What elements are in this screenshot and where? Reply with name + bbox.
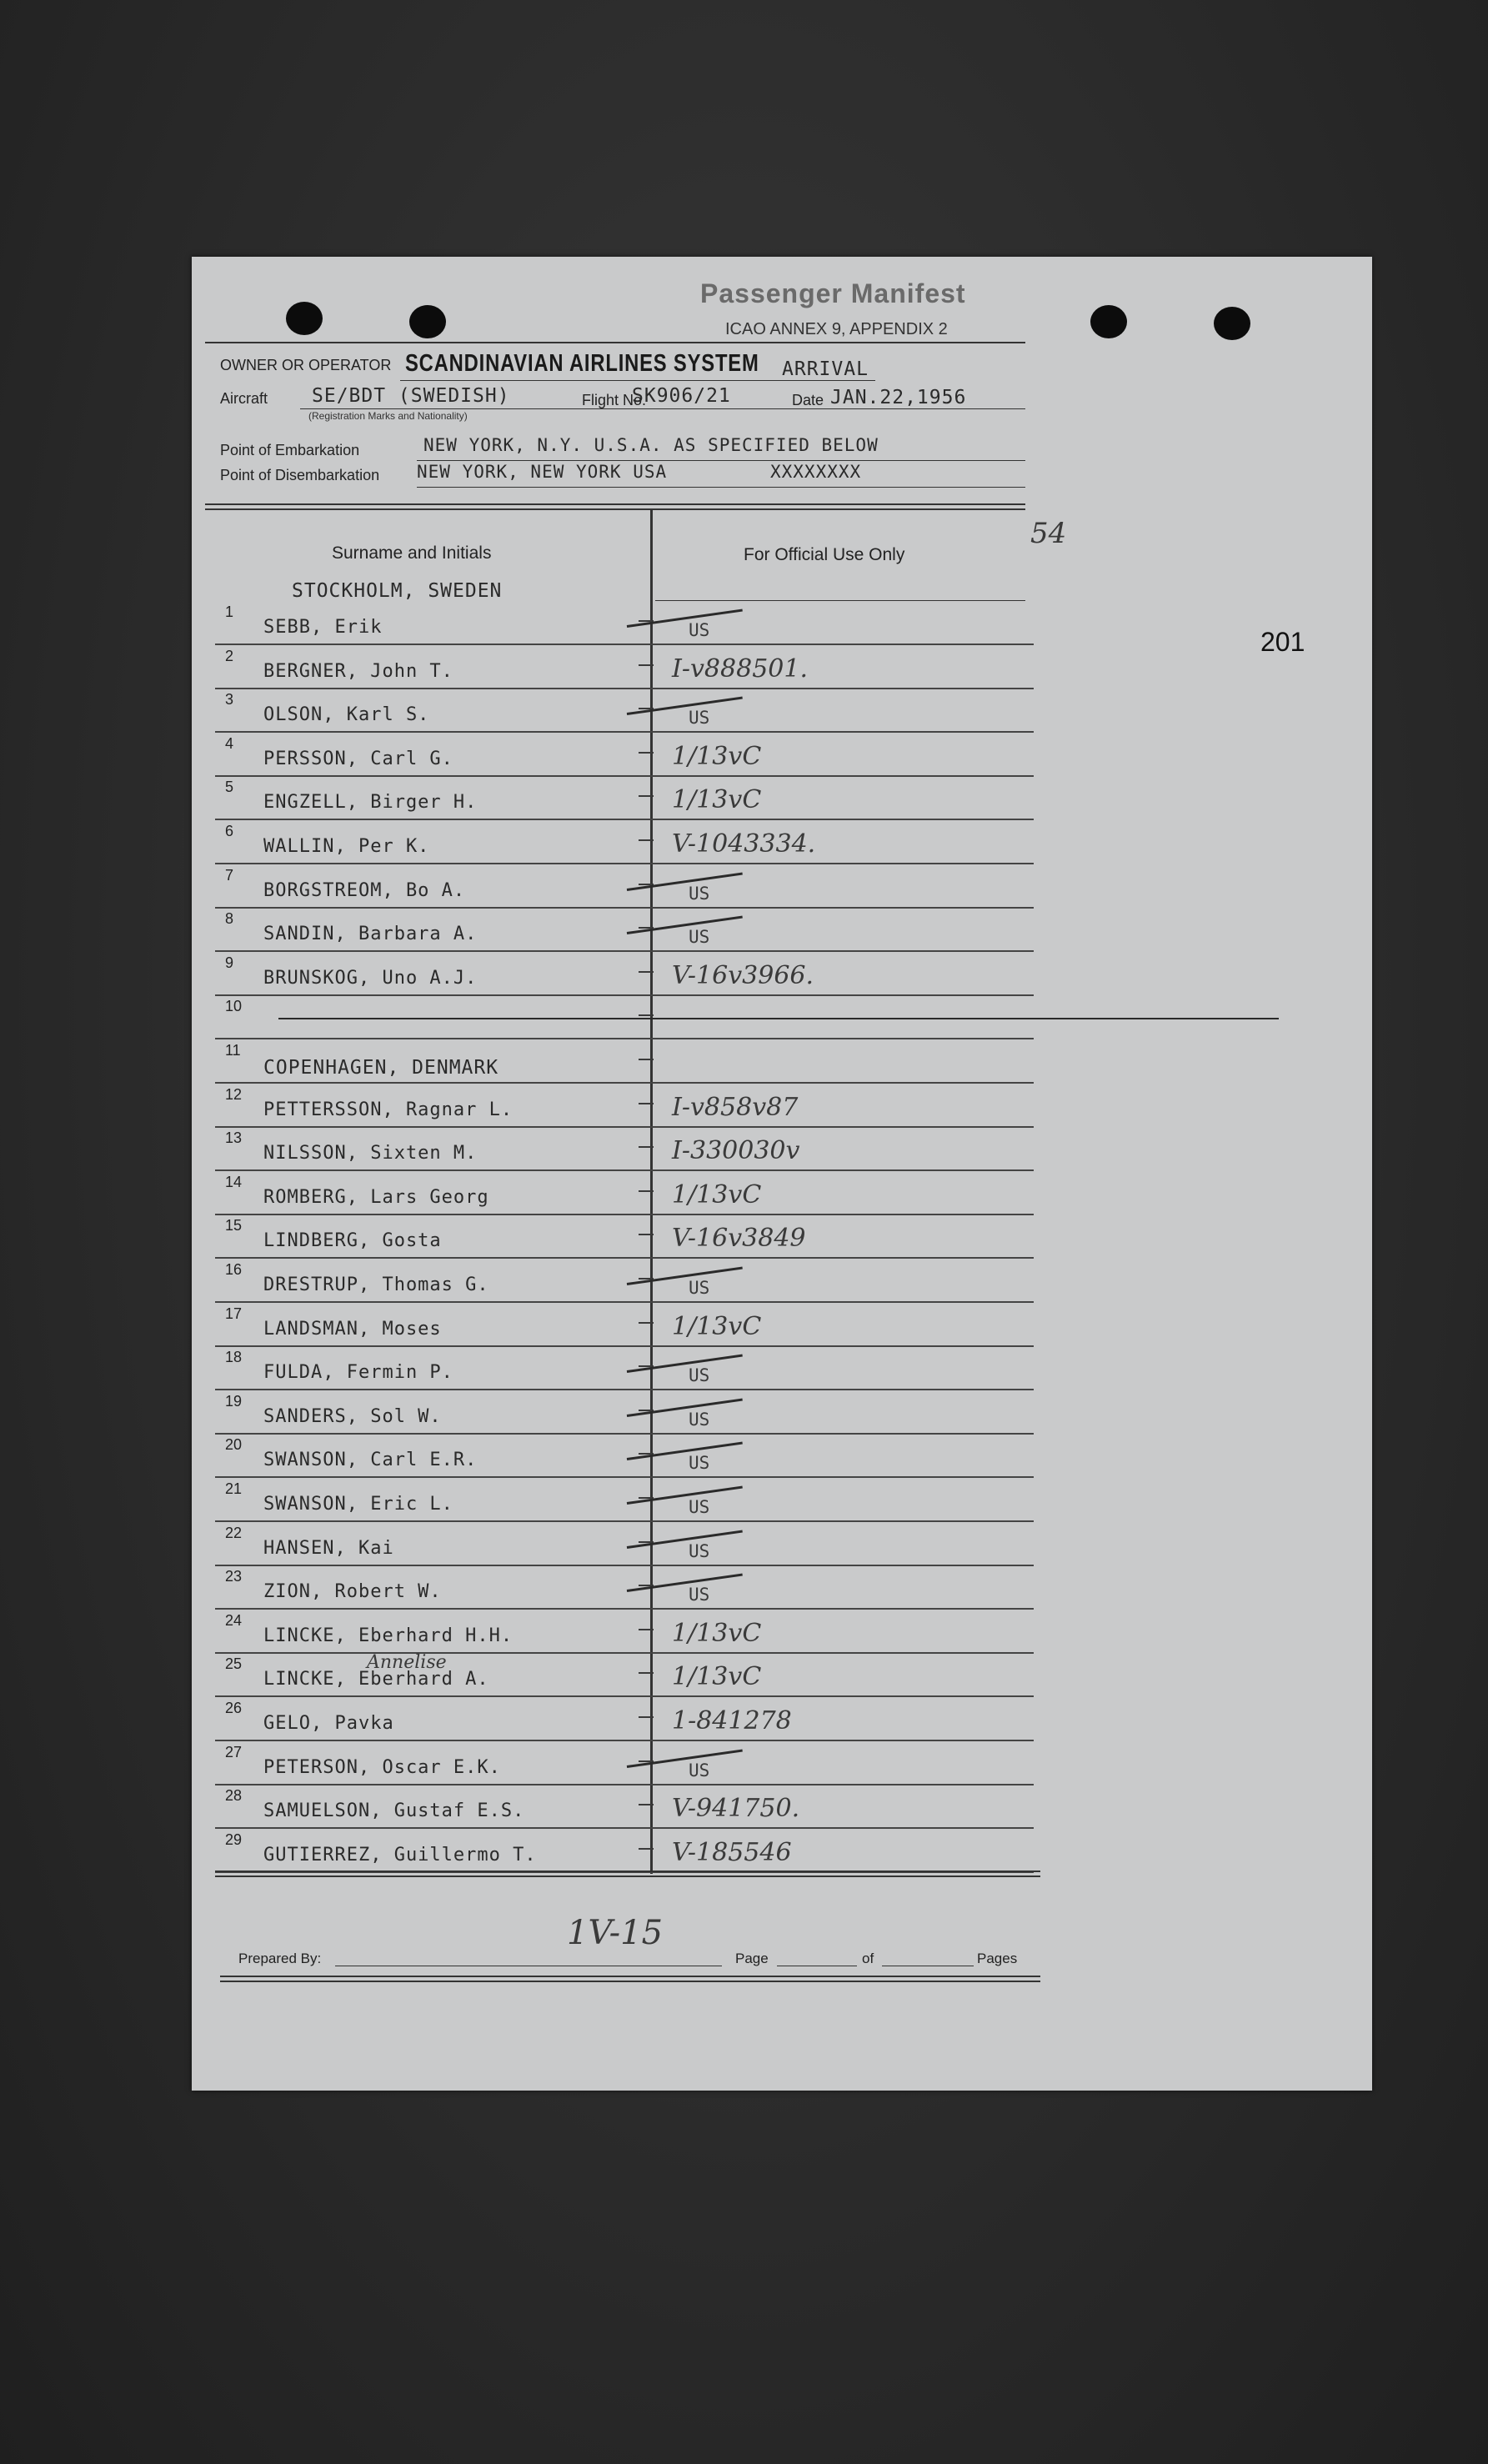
row-number: 13 xyxy=(225,1129,243,1147)
table-row xyxy=(215,1304,1034,1347)
owner-line xyxy=(400,380,875,381)
passenger-name: ZION, Robert W. xyxy=(263,1581,442,1603)
strike-mark xyxy=(627,1486,743,1505)
official-use-note: V-185546 xyxy=(672,1837,792,1867)
passenger-name: GUTIERREZ, Guillermo T. xyxy=(263,1844,537,1866)
section-copenhagen: COPENHAGEN, DENMARK xyxy=(263,1057,499,1079)
owner-label: OWNER OR OPERATOR xyxy=(220,357,392,373)
us-stamp: US xyxy=(689,1453,710,1474)
passenger-name: HANSEN, Kai xyxy=(263,1537,394,1559)
passenger-name: SWANSON, Carl E.R. xyxy=(263,1450,478,1471)
passenger-name: SEBB, Erik xyxy=(263,617,383,638)
prepared-by-label: Prepared By: xyxy=(238,1951,322,1966)
row-number: 7 xyxy=(225,866,234,884)
column-header-name: Surname and Initials xyxy=(332,543,492,563)
strike-mark xyxy=(627,1749,743,1767)
column-header-official: For Official Use Only xyxy=(744,545,905,564)
official-use-note: V-941750. xyxy=(672,1794,800,1824)
us-stamp: US xyxy=(689,1585,710,1605)
check-tick xyxy=(639,664,654,666)
us-stamp: US xyxy=(689,1278,710,1298)
strike-mark xyxy=(627,1355,743,1373)
table-row xyxy=(215,1785,1034,1829)
us-stamp: US xyxy=(689,1760,710,1780)
table-row xyxy=(215,734,1034,777)
us-stamp: US xyxy=(689,620,710,640)
passenger-name: SANDIN, Barbara A. xyxy=(263,924,478,945)
row-number: 6 xyxy=(225,823,234,839)
passenger-name: LINDBERG, Gosta xyxy=(263,1230,442,1252)
flight-value: SK906/21 xyxy=(632,385,731,407)
punch-hole xyxy=(1214,307,1250,340)
us-stamp: US xyxy=(689,1540,710,1561)
passenger-name: BERGNER, John T. xyxy=(263,660,453,682)
punch-hole xyxy=(286,302,323,335)
aircraft-line xyxy=(300,408,1025,409)
check-tick xyxy=(639,1629,654,1630)
date-value: JAN.22,1956 xyxy=(830,387,967,408)
row-number: 10 xyxy=(225,998,243,1015)
official-use-note: 1/13vC xyxy=(672,1179,762,1209)
check-tick xyxy=(639,1014,654,1016)
official-use-note: 1/13vC xyxy=(672,785,762,815)
owner-value: SCANDINAVIAN AIRLINES SYSTEM xyxy=(405,350,759,377)
table-row xyxy=(215,777,1034,820)
passenger-name: SANDERS, Sol W. xyxy=(263,1405,442,1427)
passenger-name: PETTERSSON, Ragnar L. xyxy=(263,1099,514,1120)
footer-bottom-rule xyxy=(220,1976,1040,1977)
row-number: 4 xyxy=(225,734,234,752)
check-tick xyxy=(639,1848,654,1850)
check-tick xyxy=(639,971,654,973)
table-row xyxy=(215,1654,1034,1697)
table-row xyxy=(215,646,1034,689)
header-rule xyxy=(205,342,1025,343)
page-number: 201 xyxy=(1260,627,1305,657)
passenger-name: WALLIN, Per K. xyxy=(263,836,430,857)
table-row xyxy=(215,689,1034,733)
row-number: 24 xyxy=(225,1611,243,1629)
header-double-rule xyxy=(205,508,1025,510)
check-tick xyxy=(639,1103,654,1104)
table-row xyxy=(215,1742,1034,1785)
passenger-name: BRUNSKOG, Uno A.J. xyxy=(263,967,478,989)
passenger-name: LANDSMAN, Moses xyxy=(263,1318,442,1340)
embark-value: NEW YORK, N.Y. U.S.A. AS SPECIFIED BELOW xyxy=(423,435,879,455)
form-title: Passenger Manifest xyxy=(700,278,966,308)
row-number: 5 xyxy=(225,779,234,796)
us-stamp: US xyxy=(689,1497,710,1517)
row-number: 22 xyxy=(225,1524,243,1541)
table-row xyxy=(215,1610,1034,1654)
check-tick xyxy=(639,1146,654,1148)
check-tick xyxy=(639,1804,654,1805)
row-number: 19 xyxy=(225,1392,243,1410)
official-use-note: V-16v3849 xyxy=(672,1224,806,1254)
table-row xyxy=(215,953,1034,996)
pages-label: Pages xyxy=(977,1951,1018,1966)
table-row xyxy=(215,1172,1034,1215)
row-number: 8 xyxy=(225,910,234,928)
annotation-25: Annelise xyxy=(367,1652,447,1673)
row-number: 16 xyxy=(225,1261,243,1278)
aircraft-label: Aircraft xyxy=(220,390,268,407)
row-number: 1 xyxy=(225,603,234,620)
arrival-text: ARRIVAL xyxy=(782,358,869,380)
row-number: 25 xyxy=(225,1655,243,1673)
embark-line xyxy=(417,460,1025,461)
passenger-name: LINCKE, Eberhard A. xyxy=(263,1669,489,1690)
passenger-name: PETERSON, Oscar E.K. xyxy=(263,1756,501,1778)
us-stamp: US xyxy=(689,927,710,948)
row-number: 11 xyxy=(225,1042,241,1059)
passenger-name: OLSON, Karl S. xyxy=(263,704,430,726)
us-stamp: US xyxy=(689,1409,710,1430)
row-number: 17 xyxy=(225,1305,243,1322)
table-row xyxy=(215,821,1034,864)
footer-rule xyxy=(215,1871,1040,1872)
column-header-line xyxy=(655,600,1025,601)
official-use-note: I-v858v87 xyxy=(672,1092,799,1122)
official-use-note: I-v888501. xyxy=(672,654,808,684)
passenger-name: BORGSTREOM, Bo A. xyxy=(263,879,466,901)
table-row xyxy=(215,1566,1034,1610)
official-use-note: 1/13vC xyxy=(672,1662,762,1692)
us-stamp: US xyxy=(689,1365,710,1386)
passenger-name: ENGZELL, Birger H. xyxy=(263,792,478,814)
table-row xyxy=(215,1347,1034,1390)
strike-mark xyxy=(627,1530,743,1548)
passenger-name: GELO, Pavka xyxy=(263,1713,394,1734)
strike-mark xyxy=(627,1442,743,1460)
blank-row-line xyxy=(278,1018,1279,1019)
check-tick xyxy=(639,1059,654,1060)
tally-note: 1V-15 xyxy=(567,1914,664,1952)
table-row xyxy=(215,1523,1034,1566)
strike-mark xyxy=(627,609,743,628)
official-use-note: V-1043334. xyxy=(672,829,816,859)
registration-note: (Registration Marks and Nationality) xyxy=(308,410,468,422)
strike-mark xyxy=(627,872,743,890)
header-double-rule xyxy=(205,503,1025,505)
row-number: 3 xyxy=(225,691,234,709)
table-row xyxy=(215,1435,1034,1478)
check-tick xyxy=(639,752,654,754)
date-label: Date xyxy=(792,392,824,408)
row-number: 20 xyxy=(225,1436,243,1454)
passenger-name: DRESTRUP, Thomas G. xyxy=(263,1275,489,1295)
strike-mark xyxy=(627,1398,743,1416)
row-number: 18 xyxy=(225,1349,243,1366)
table-row xyxy=(215,1260,1034,1303)
strike-mark xyxy=(627,1574,743,1592)
embark-label: Point of Embarkation xyxy=(220,442,360,458)
row-number: 29 xyxy=(225,1830,243,1848)
table-row xyxy=(215,1479,1034,1522)
passenger-name: LINCKE, Eberhard H.H. xyxy=(263,1625,514,1646)
form-subtitle: ICAO ANNEX 9, APPENDIX 2 xyxy=(725,320,948,338)
table-row xyxy=(215,1391,1034,1435)
passenger-name: PERSSON, Carl G. xyxy=(263,748,453,769)
strike-mark xyxy=(627,1267,743,1285)
check-tick xyxy=(639,1322,654,1324)
disembark-label: Point of Disembarkation xyxy=(220,467,380,483)
margin-note: 54 xyxy=(1030,517,1067,550)
table-row xyxy=(215,1128,1034,1171)
row-number: 28 xyxy=(225,1787,243,1805)
table-row xyxy=(215,1830,1034,1873)
strike-mark xyxy=(627,916,743,934)
row-number: 9 xyxy=(225,954,234,971)
official-use-note: 1/13vC xyxy=(672,1311,762,1341)
passenger-name: NILSSON, Sixten M. xyxy=(263,1143,478,1164)
check-tick xyxy=(639,795,654,797)
check-tick xyxy=(639,1234,654,1235)
row-number: 21 xyxy=(225,1480,243,1497)
row-number: 12 xyxy=(225,1085,243,1103)
row-number: 2 xyxy=(225,647,234,664)
strike-mark xyxy=(627,697,743,715)
official-use-note: 1/13vC xyxy=(672,741,762,771)
passenger-name: SWANSON, Eric L. xyxy=(263,1494,453,1515)
check-tick xyxy=(639,1716,654,1718)
flight-label: Flight No. xyxy=(582,392,647,408)
passenger-name: ROMBERG, Lars Georg xyxy=(263,1186,489,1208)
disembark-value: NEW YORK, NEW YORK USA xyxy=(417,462,668,482)
of-label: of xyxy=(862,1951,874,1966)
table-row xyxy=(215,1215,1034,1259)
check-tick xyxy=(639,839,654,841)
passenger-name: SAMUELSON, Gustaf E.S. xyxy=(263,1800,525,1822)
check-tick xyxy=(639,1672,654,1674)
punch-hole xyxy=(409,305,446,338)
footer-bottom-rule xyxy=(220,1981,1040,1982)
disembark-line xyxy=(417,487,1025,488)
section-stockholm: STOCKHOLM, SWEDEN xyxy=(292,580,503,602)
footer-rule xyxy=(215,1876,1040,1877)
check-tick xyxy=(639,1190,654,1192)
official-use-note: V-16v3966. xyxy=(672,960,814,990)
page-label: Page xyxy=(735,1951,769,1966)
table-row xyxy=(215,602,1034,645)
official-use-note: 1/13vC xyxy=(672,1618,762,1648)
disembark-struck: XXXXXXXX xyxy=(770,462,862,482)
punch-hole xyxy=(1090,305,1127,338)
row-number: 26 xyxy=(225,1700,243,1716)
row-number: 14 xyxy=(225,1173,243,1190)
row-number: 23 xyxy=(225,1568,243,1585)
table-row xyxy=(215,1698,1034,1741)
official-use-note: I-330030v xyxy=(672,1136,800,1166)
table-row xyxy=(215,1084,1034,1128)
passenger-name: FULDA, Fermin P. xyxy=(263,1362,453,1384)
official-use-note: 1-841278 xyxy=(672,1706,792,1735)
row-number: 15 xyxy=(225,1217,243,1235)
table-row xyxy=(215,909,1034,952)
aircraft-value: SE/BDT (SWEDISH) xyxy=(312,385,510,407)
table-row xyxy=(215,865,1034,909)
us-stamp: US xyxy=(689,883,710,904)
us-stamp: US xyxy=(689,708,710,729)
row-number: 27 xyxy=(225,1743,243,1760)
